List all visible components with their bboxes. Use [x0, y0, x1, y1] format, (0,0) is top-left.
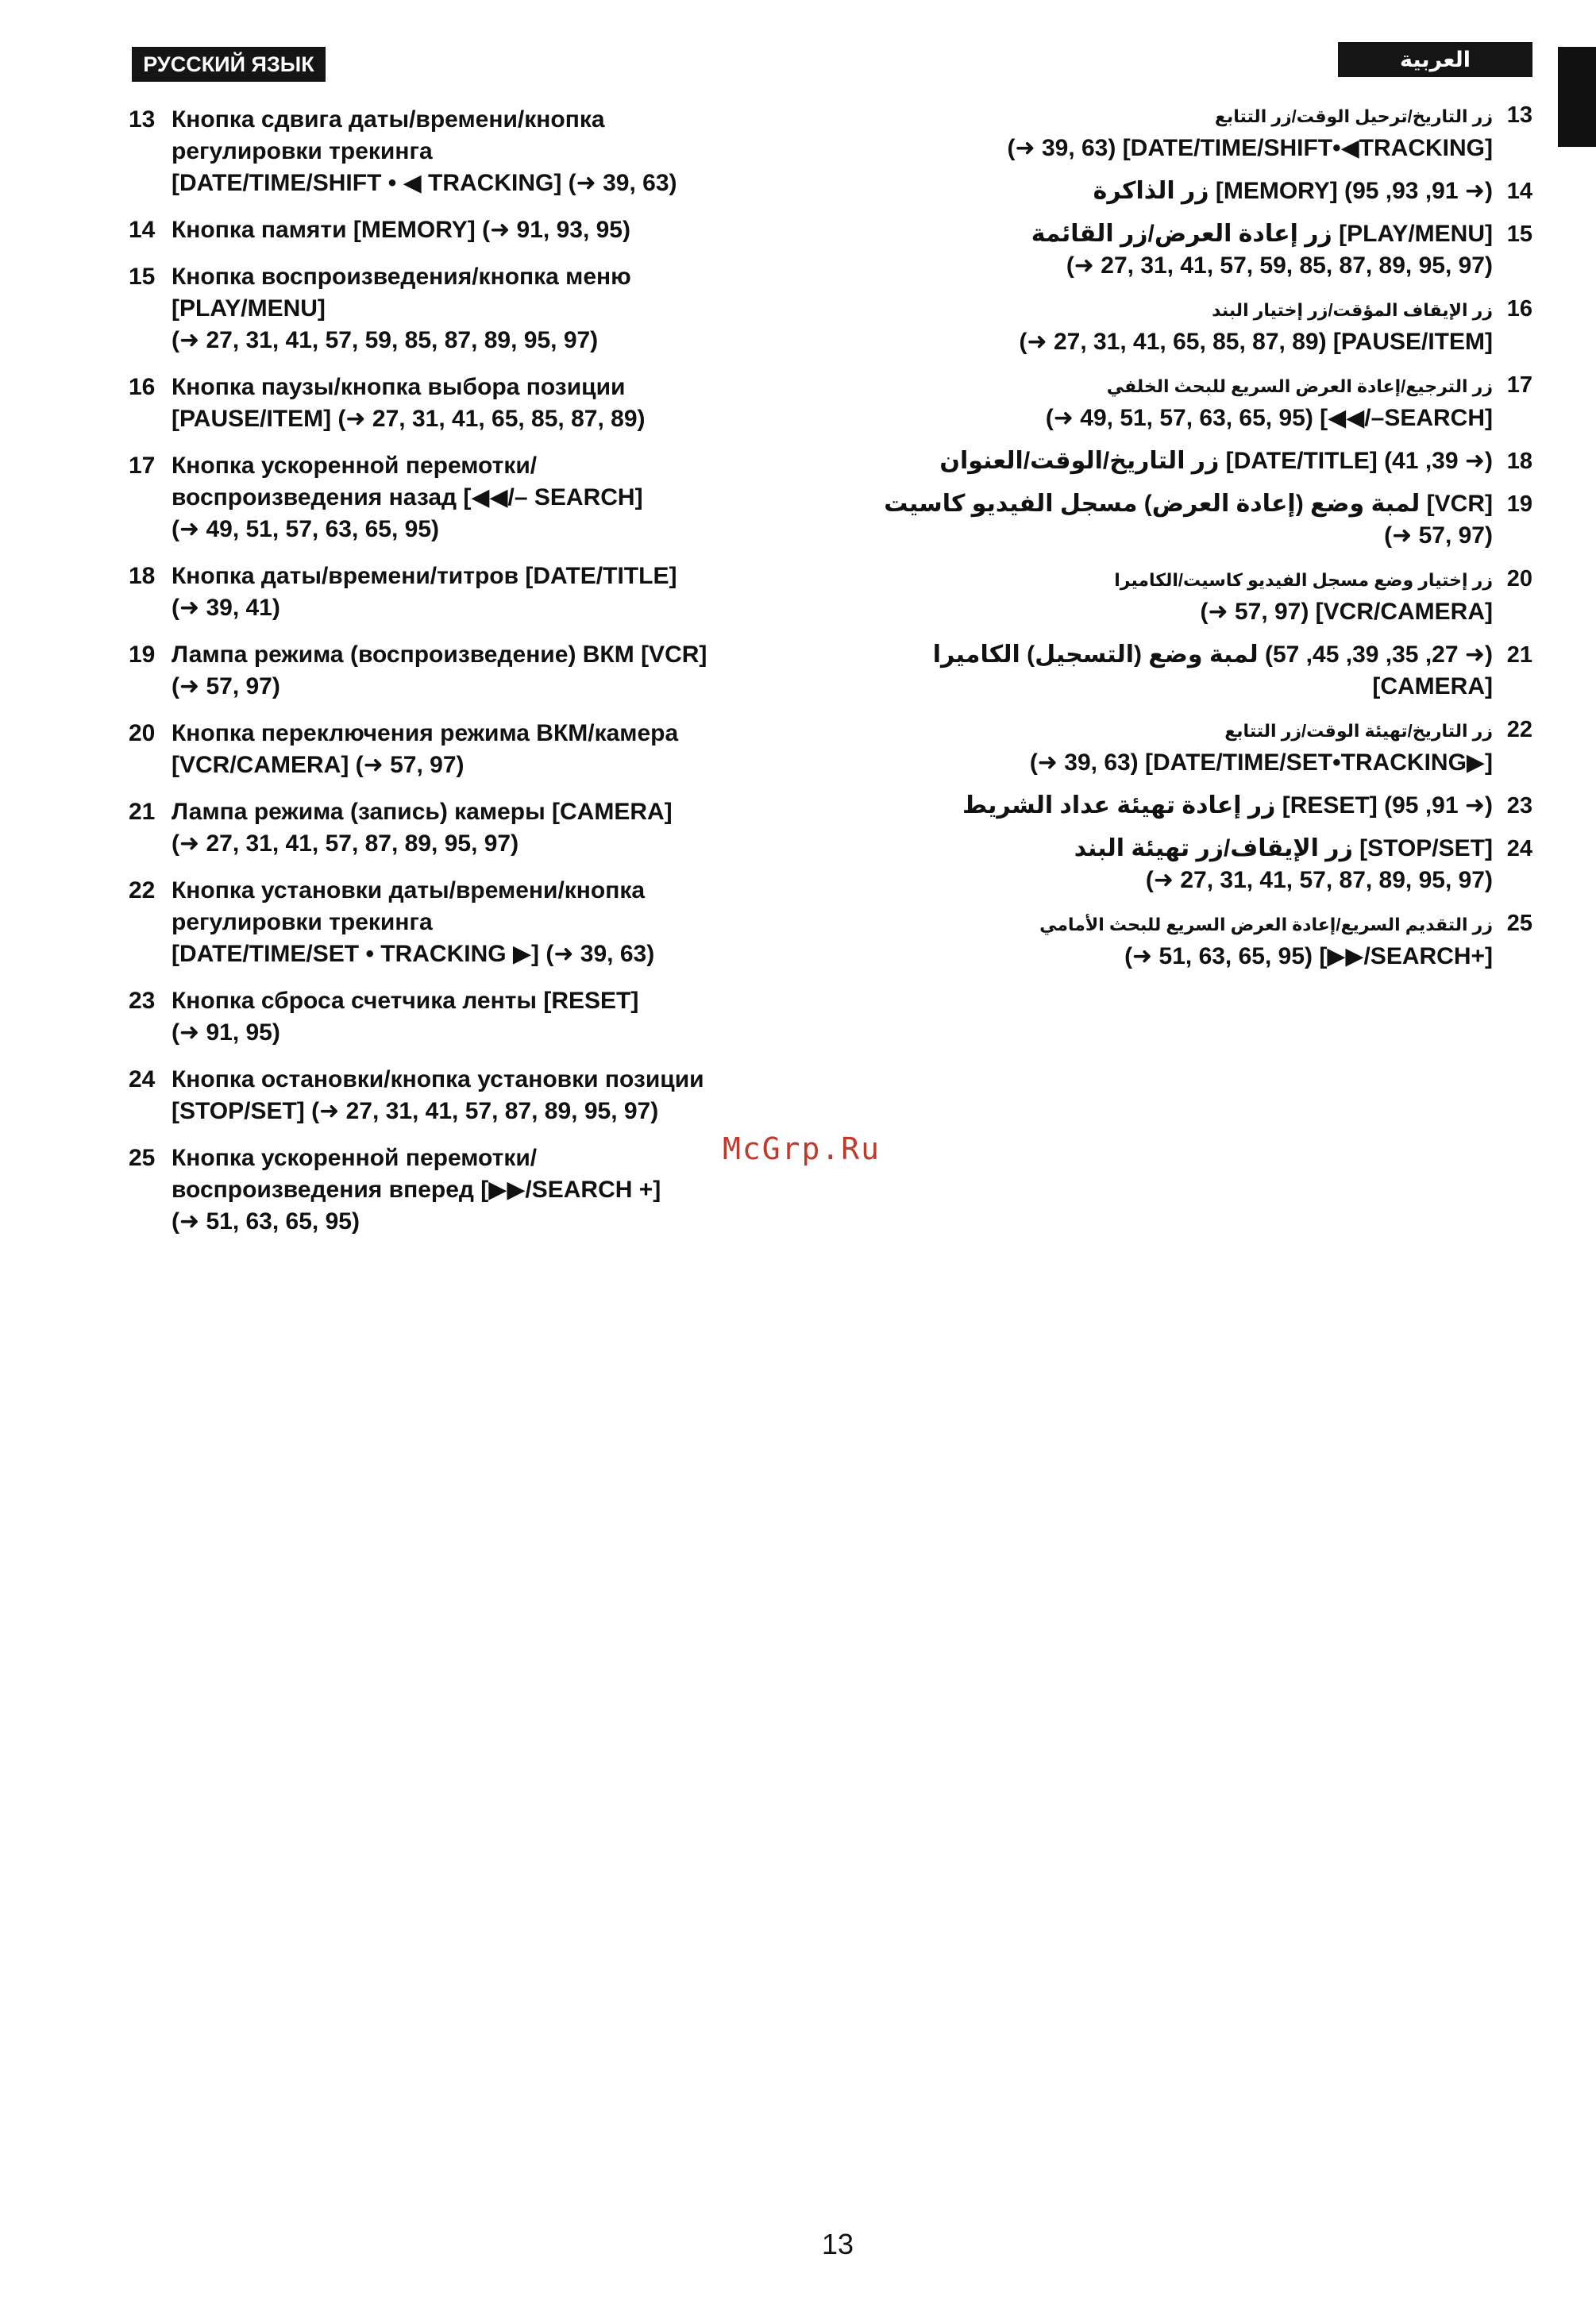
item-number: 13: [129, 106, 156, 133]
list-item: [129, 718, 827, 781]
item-text: Кнопка паузы/кнопка выбора позиции: [172, 374, 626, 400]
item-text: Лампа режима (воспроизведение) ВКМ [VCR]: [172, 641, 707, 668]
item-text: زر الترجيع/إعادة العرض السريع للبحث الخلفي: [1106, 376, 1493, 396]
item-text: (➜ 27, 31, 41, 57, 59, 85, 87, 89, 95, 97): [1066, 252, 1493, 279]
list-item: [129, 214, 827, 246]
item-text: Кнопка ускоренной перемотки/: [172, 1145, 538, 1171]
item-number: 19: [129, 641, 156, 668]
item-number: 22: [129, 877, 156, 903]
item-text: Кнопка установки даты/времени/кнопка: [172, 877, 646, 903]
item-text: [STOP/SET] زر الإيقاف/زر تهيئة البند: [1074, 835, 1493, 861]
item-text: [DATE/TIME/SET • TRACKING ▶] (➜ 39, 63): [172, 941, 655, 967]
item-text: (➜ 27, 31, 41, 65, 85, 87, 89) [PAUSE/ITEM]: [1019, 329, 1493, 355]
item-text: (➜ 51, 63, 65, 95) [▶▶/SEARCH+]: [1124, 943, 1493, 969]
item-text: [VCR] لمبة وضع (إعادة العرض) مسجل الفيديو كاسيت: [884, 491, 1493, 517]
item-text: (➜ 91, 93, 95) [MEMORY] زر الذاكرة: [1093, 178, 1493, 204]
item-number: 25: [129, 1145, 156, 1171]
item-text: (➜ 91, 95): [172, 1019, 280, 1046]
list-item: [129, 450, 827, 545]
item-text: (➜ 57, 97) [VCR/CAMERA]: [1200, 599, 1493, 625]
item-text: регулировки трекинга: [172, 909, 433, 935]
item-text: регулировки трекинга: [172, 138, 433, 164]
list-item: [129, 261, 827, 356]
item-text: [STOP/SET] (➜ 27, 31, 41, 57, 87, 89, 95, 97): [172, 1098, 659, 1124]
item-number: 20: [129, 720, 156, 746]
item-text: (➜ 27, 31, 41, 57, 87, 89, 95, 97): [172, 830, 519, 857]
item-number: 13: [1506, 102, 1532, 128]
item-number: 17: [1506, 372, 1532, 398]
item-number: 14: [1506, 179, 1532, 204]
list-item: [129, 104, 827, 199]
item-text: (➜ 39, 63) [DATE/TIME/SET•TRACKING▶]: [1029, 749, 1493, 776]
item-text: Кнопка сдвига даты/времени/кнопка: [172, 106, 605, 133]
list-item: [129, 372, 827, 435]
list-item: [129, 875, 827, 970]
item-text: Кнопка переключения режима ВКМ/камера: [172, 720, 679, 746]
list-item: [881, 488, 1532, 552]
list-item: [881, 639, 1532, 703]
page-number: 13: [822, 2228, 854, 2260]
item-text: زر إختيار وضع مسجل الفيديو كاسيت/الكاميرا: [1114, 570, 1493, 590]
item-number: 24: [129, 1066, 156, 1092]
item-number: 18: [1506, 449, 1532, 474]
list-item: [129, 639, 827, 703]
list-item: [881, 445, 1532, 477]
item-number: 16: [129, 374, 156, 400]
item-text: [DATE/TIME/SHIFT • ◀ TRACKING] (➜ 39, 63): [172, 170, 677, 196]
list-item: [881, 218, 1532, 282]
page-edge-marker: [1558, 47, 1596, 147]
list-item: [881, 563, 1532, 628]
list-item: [881, 833, 1532, 896]
item-text: (➜ 49, 51, 57, 63, 65, 95): [172, 516, 440, 542]
item-number: 18: [129, 563, 156, 589]
list-item: [129, 561, 827, 624]
item-text: (➜ 27, 31, 41, 57, 59, 85, 87, 89, 95, 97): [172, 327, 599, 353]
item-number: 23: [1506, 793, 1532, 819]
list-item: [881, 293, 1532, 358]
language-tab-russian: РУССКИЙ ЯЗЫК: [132, 47, 326, 82]
russian-column: [129, 104, 827, 1253]
item-text: Лампа режима (запись) камеры [CAMERA]: [172, 799, 673, 825]
list-item: [881, 99, 1532, 164]
item-text: воспроизведения назад [◀◀/– SEARCH]: [172, 484, 643, 511]
list-item: [881, 369, 1532, 434]
item-text: Кнопка остановки/кнопка установки позиции: [172, 1066, 704, 1092]
list-item: [129, 1064, 827, 1127]
item-text: (➜ 91, 95) [RESET] زر إعادة تهيئة عداد الشريط: [962, 792, 1493, 819]
item-text: (➜ 57, 97): [172, 673, 280, 699]
item-number: 24: [1506, 836, 1532, 861]
item-text: Кнопка сброса счетчика ленты [RESET]: [172, 988, 639, 1014]
item-number: 22: [1506, 717, 1532, 742]
item-text: (➜ 39, 41): [172, 595, 280, 621]
item-text: Кнопка даты/времени/титров [DATE/TITLE]: [172, 563, 677, 589]
item-number: 15: [1506, 222, 1532, 247]
item-text: (➜ 57, 97): [1384, 522, 1493, 549]
list-item: [129, 796, 827, 860]
item-text: (➜ 51, 63, 65, 95): [172, 1208, 360, 1235]
item-text: Кнопка памяти [MEMORY] (➜ 91, 93, 95): [172, 217, 630, 243]
arabic-column: [881, 99, 1532, 984]
item-text: [PAUSE/ITEM] (➜ 27, 31, 41, 65, 85, 87, 89): [172, 406, 646, 432]
item-text: (➜ 39, 41) [DATE/TITLE] زر التاريخ/الوقت/العنوان: [939, 448, 1493, 474]
list-item: [881, 790, 1532, 822]
item-text: Кнопка воспроизведения/кнопка меню: [172, 264, 631, 290]
item-text: (➜ 39, 63) [DATE/TIME/SHIFT•◀TRACKING]: [1007, 135, 1493, 161]
item-text: (➜ 27, 35, 39, 45, 57) لمبة وضع (التسجيل) الكاميرا: [932, 641, 1493, 668]
item-text: [PLAY/MENU]: [172, 295, 326, 322]
item-text: زر التقديم السريع/إعادة العرض السريع للبحث الأمامي: [1039, 915, 1493, 934]
language-tab-arabic: العربية: [1338, 42, 1532, 77]
item-text: воспроизведения вперед [▶▶/SEARCH +]: [172, 1177, 661, 1203]
list-item: [129, 985, 827, 1049]
item-number: 21: [1506, 642, 1532, 668]
item-text: [VCR/CAMERA] (➜ 57, 97): [172, 752, 465, 778]
item-number: 16: [1506, 296, 1532, 322]
item-number: 20: [1506, 566, 1532, 591]
item-text: زر التاريخ/ترحيل الوقت/زر التتابع: [1214, 106, 1493, 126]
item-number: 15: [129, 264, 156, 290]
item-text: [CAMERA]: [1372, 673, 1493, 699]
item-number: 14: [129, 217, 156, 243]
item-number: 19: [1506, 491, 1532, 517]
item-text: (➜ 49, 51, 57, 63, 65, 95) [◀◀/–SEARCH]: [1045, 405, 1493, 431]
item-number: 25: [1506, 911, 1532, 936]
item-number: 17: [129, 453, 156, 479]
watermark: McGrp.Ru: [723, 1131, 881, 1166]
item-text: زر الإيقاف المؤقت/زر إختيار البند: [1212, 300, 1493, 320]
item-text: زر التاريخ/تهيئة الوقت/زر التتابع: [1224, 721, 1493, 741]
item-text: [PLAY/MENU] زر إعادة العرض/زر القائمة: [1031, 221, 1493, 247]
list-item: [881, 175, 1532, 207]
item-text: Кнопка ускоренной перемотки/: [172, 453, 538, 479]
item-number: 21: [129, 799, 156, 825]
item-text: (➜ 27, 31, 41, 57, 87, 89, 95, 97): [1145, 867, 1493, 893]
item-number: 23: [129, 988, 156, 1014]
list-item: [881, 714, 1532, 779]
list-item: [881, 907, 1532, 973]
